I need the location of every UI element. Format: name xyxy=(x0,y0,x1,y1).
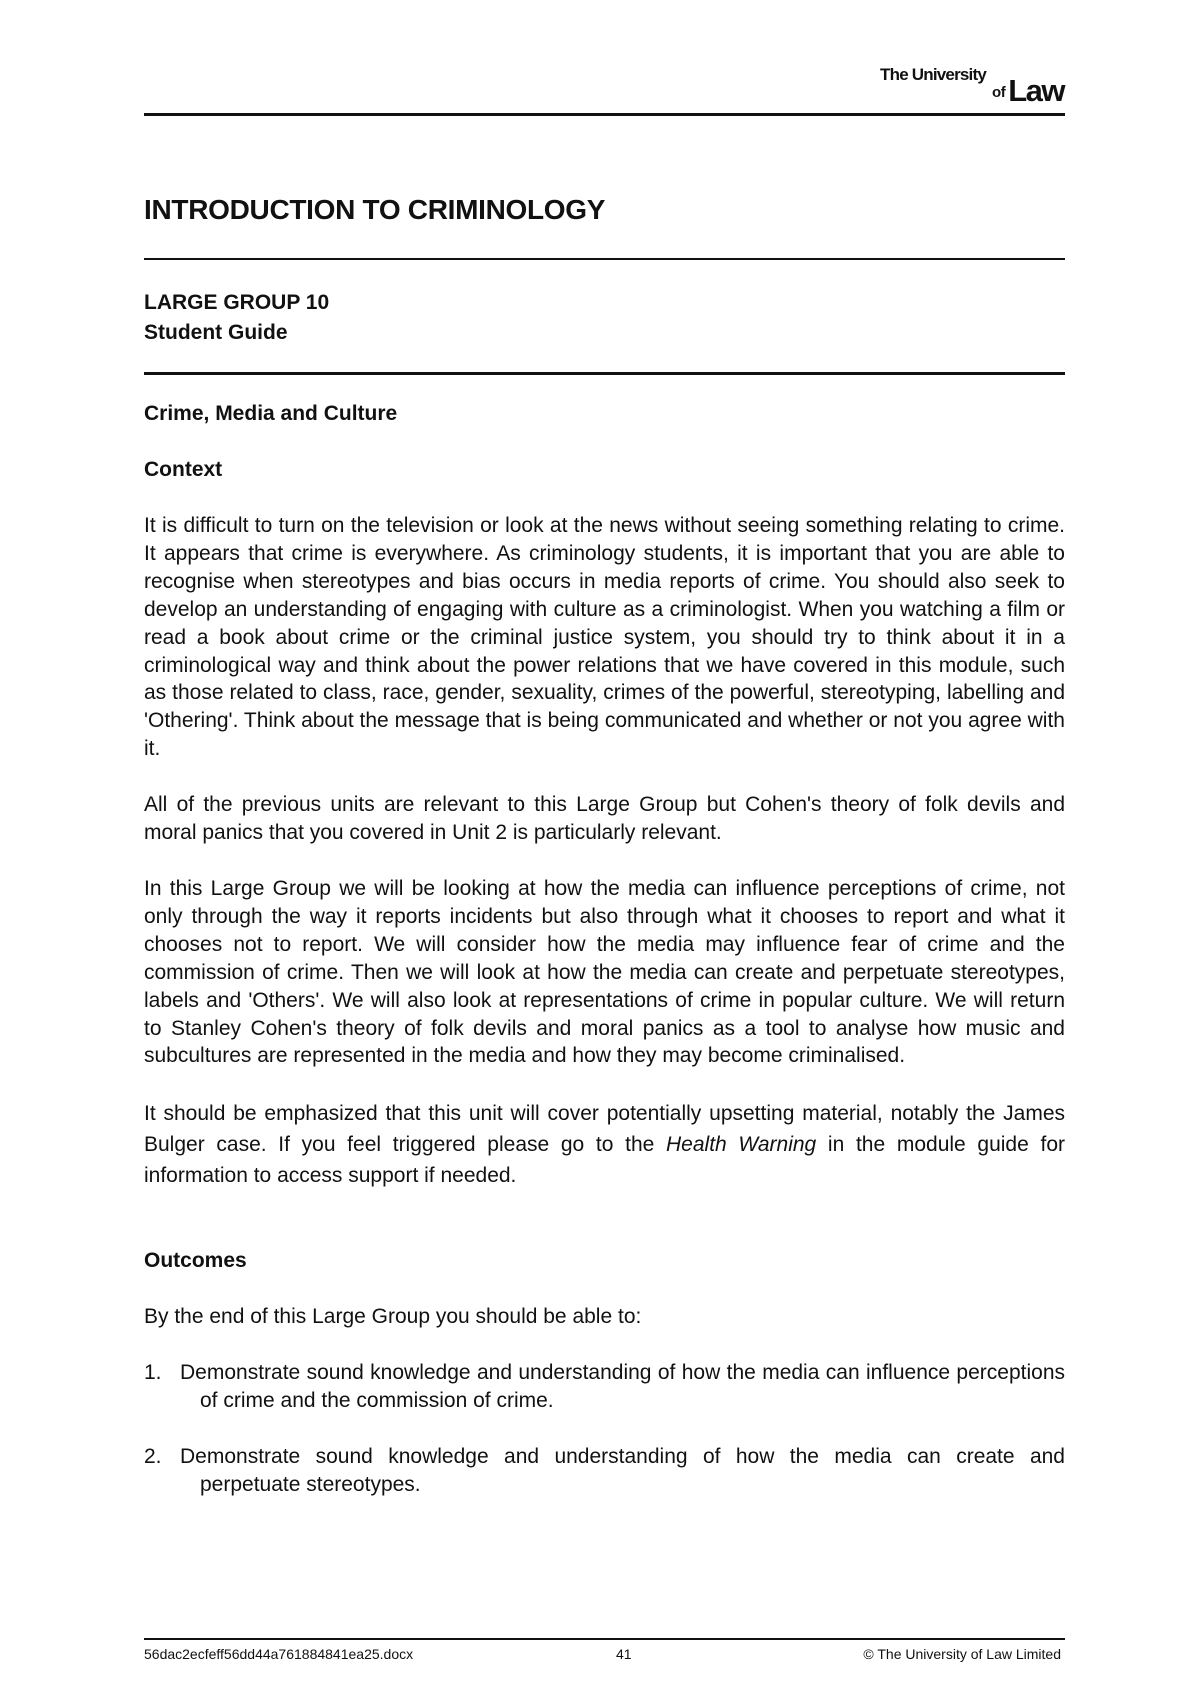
large-group-label: LARGE GROUP 10 xyxy=(144,291,330,314)
footer-copyright: © The University of Law Limited xyxy=(863,1646,1061,1662)
outcome-item xyxy=(144,1443,1065,1499)
footer-filename: 56dac2ecfeff56dd44a761884841ea25.docx xyxy=(144,1646,414,1662)
context-paragraph-3: In this Large Group we will be looking at how the media can influence perceptions of crime, not only through the way it reports incidents but also through what it chooses to report and what it chooses not to report. We will consider how the media may influence fear of crime and the commission of crime. Then we will look at how the media can create and perpetuate stereotypes, labels and 'Others'. We will also look at representations of crime in popular culture. We will return to Stanley Cohen's theory of folk devils and moral panics as a tool to analyse how music and subcultures are represented in the media and how they may become criminalised. xyxy=(144,876,1065,1068)
outcome-number: 1. xyxy=(144,1361,162,1385)
page-title: INTRODUCTION TO CRIMINOLOGY xyxy=(144,194,606,225)
footer-divider xyxy=(144,1638,1065,1640)
outcomes-heading: Outcomes xyxy=(144,1249,247,1273)
warning-text-before: It should be emphasized that this unit will cover potentially upsetting material, notably the James Bulger case. If you feel triggered please go to the xyxy=(144,1102,1065,1157)
warning-text-after: in the module guide for information to access support if needed. xyxy=(144,1133,1065,1188)
context-paragraph-4 xyxy=(144,1098,1065,1191)
logo-line1: The University xyxy=(880,65,986,84)
header-divider xyxy=(144,113,1065,116)
outcome-text: Demonstrate sound knowledge and understanding of how the media can create and perpetuate stereotypes. xyxy=(180,1445,1065,1496)
title-divider xyxy=(144,258,1065,260)
outcome-item xyxy=(144,1359,1065,1415)
group-divider xyxy=(144,372,1065,375)
outcome-number: 2. xyxy=(144,1445,162,1469)
student-guide-label: Student Guide xyxy=(144,321,288,344)
outcome-text: Demonstrate sound knowledge and understanding of how the media can influence perceptions of crime and the commission of crime. xyxy=(180,1361,1065,1413)
footer-page-number: 41 xyxy=(616,1646,632,1662)
logo-law: Law xyxy=(1008,73,1064,108)
main-content xyxy=(144,400,1065,1527)
outcomes-list xyxy=(144,1359,1065,1499)
section-title: Crime, Media and Culture xyxy=(144,402,398,425)
context-paragraph-2: All of the previous units are relevant to this Large Group but Cohen's theory of folk devils and moral panics that you covered in Unit 2 is particularly relevant. xyxy=(144,793,1065,845)
university-of-law-logo xyxy=(880,65,1064,108)
context-heading: Context xyxy=(144,458,223,481)
context-paragraph-1: It is difficult to turn on the television or look at the news without seeing something relating to crime. It appears that crime is everywhere. As criminology students, it is important that you are able to recognise when stereotypes and bias occurs in media reports of crime. You should also seek to develop an understanding of engaging with culture as a criminologist. When you watching a film or read a book about crime or the criminal justice system, you should try to think about it in a criminological way and think about the power relations that we have covered in this module, such as those related to class, race, gender, sexuality, crimes of the powerful, stereotyping, labelling and 'Othering'. Think about the message that is being communicated and whether or not you agree with it. xyxy=(144,514,1065,761)
health-warning-reference: Health Warning xyxy=(666,1133,817,1157)
logo-of: of xyxy=(992,84,1006,101)
outcomes-intro: By the end of this Large Group you should be able to: xyxy=(144,1305,642,1329)
